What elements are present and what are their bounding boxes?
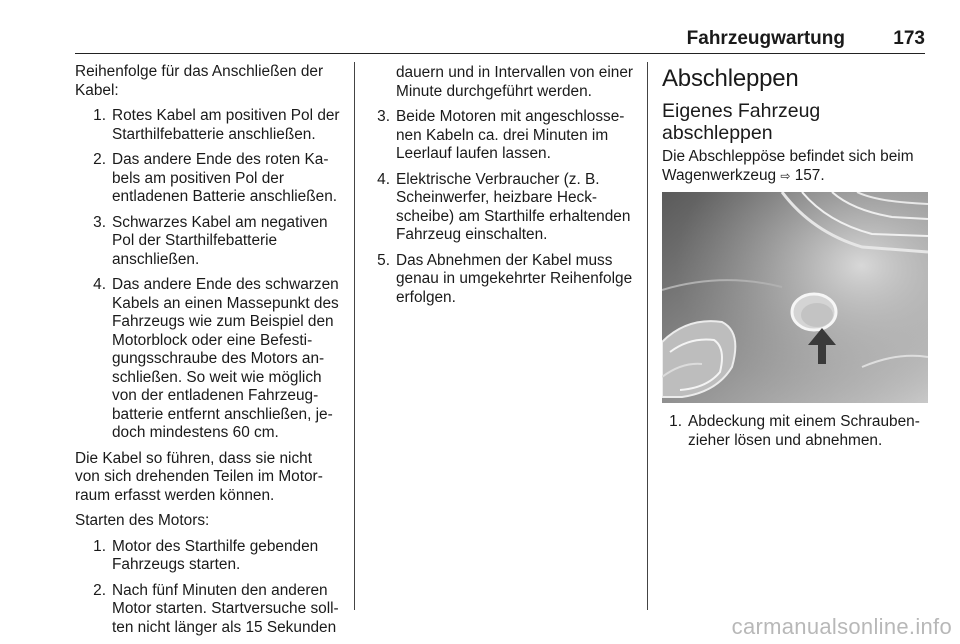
section-title: Fahrzeugwartung xyxy=(686,28,845,49)
column-divider-2 xyxy=(647,62,648,610)
start-heading: Starten des Motors: xyxy=(75,512,210,529)
continued-steps-list xyxy=(370,108,634,307)
page-number: 173 xyxy=(893,28,925,49)
list-item: 1. Abdeckung mit einem Schraubenzieher lösen und abnehmen. xyxy=(669,413,920,449)
list-item: 1. Rotes Kabel am positiven Pol der Starthilfebatterie anschließen. xyxy=(93,107,340,143)
towing-steps-list xyxy=(662,413,928,450)
list-item: 4. Elektrische Verbraucher (z. B. Scheinwerfer, heizbare Heckscheibe) am Starthilfe erhaltenden Fahrzeug einschalten. xyxy=(377,170,631,243)
list-item: 2. Nach fünf Minuten den anderen Motor starten. Startversuche sollten nicht länger als 15 Sekunden xyxy=(93,581,339,636)
column-divider-1 xyxy=(354,62,355,610)
column-3 xyxy=(662,64,928,457)
list-item: 3. Schwarzes Kabel am negativen Pol der Starthilfebatterie anschließen. xyxy=(93,213,328,268)
towing-eye-cover-illustration xyxy=(662,192,928,403)
cable-routing-note: Die Kabel so führen, dass sie nicht von sich drehenden Teilen im Motorraum erfasst werden können. xyxy=(75,449,323,504)
header-rule xyxy=(75,53,925,54)
connect-steps-list xyxy=(75,107,341,443)
watermark: carmanualsonline.info xyxy=(731,614,952,639)
column-1 xyxy=(75,63,341,644)
connect-intro: Reihenfolge für das Anschließen der Kabel: xyxy=(75,63,324,99)
list-item: 1. Motor des Starthilfe gebenden Fahrzeugs starten. xyxy=(93,537,319,573)
subsection-heading: Eigenes Fahrzeug abschleppen xyxy=(662,100,821,144)
towing-eye-note: Die Abschleppöse befindet sich beim Wagenwerkzeug ⇨ 157. xyxy=(662,148,914,184)
list-item: 3. Beide Motoren mit angeschlossenen Kabeln ca. drei Minuten im Leerlauf laufen lassen. xyxy=(377,108,625,162)
list-item: 4. Das andere Ende des schwarzen Kabels an einen Massepunkt des Fahrzeugs wie zum Beispiel den Motorblock oder eine Befestigungsschraube des Motors anschließen. So weit wie möglich von der entladenen Fahrzeugbatterie entfernt anschließen, jedoch mindestens 60 cm. xyxy=(93,276,339,441)
page-header xyxy=(75,28,925,52)
start-steps-list xyxy=(75,538,341,638)
page-reference-arrow-icon: ⇨ xyxy=(780,168,791,183)
continuation-text: dauern und in Intervallen von einer Minute durchgeführt werden. xyxy=(396,64,634,100)
list-item: 2. Das andere Ende des roten Kabels am positiven Pol der entladenen Batterie anschließen. xyxy=(93,151,338,205)
section-heading: Abschleppen xyxy=(662,65,799,92)
column-2 xyxy=(370,64,634,314)
list-item: 5. Das Abnehmen der Kabel muss genau in umgekehrter Reihenfolge erfolgen. xyxy=(377,251,633,306)
page-reference[interactable]: 157. xyxy=(794,166,825,184)
